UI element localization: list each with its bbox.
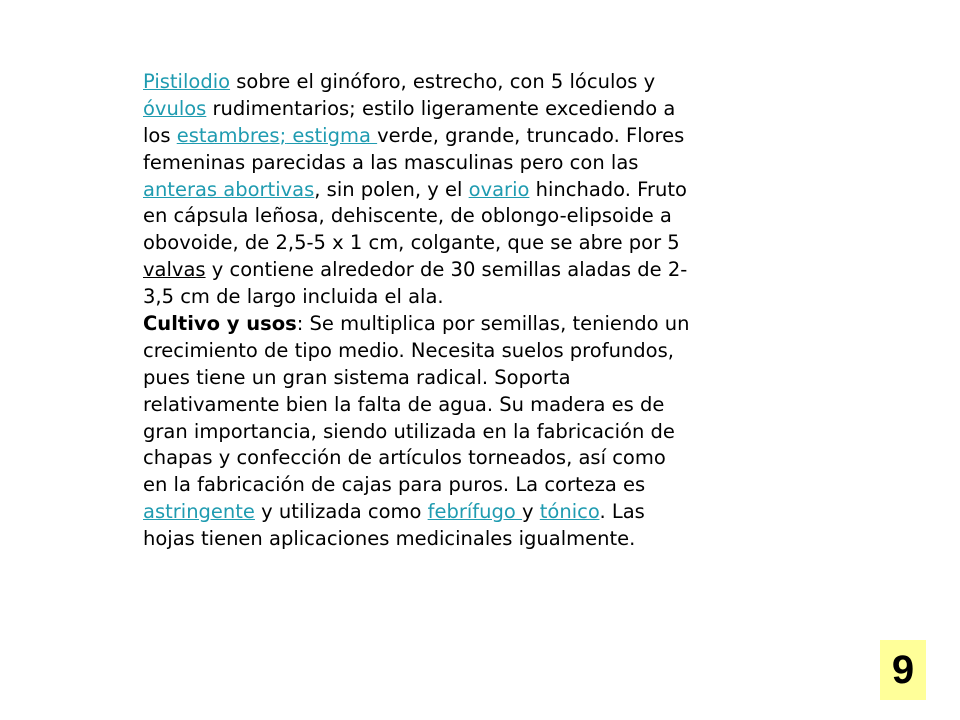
text-line [143, 230, 783, 257]
text-segment: hojas tienen aplicaciones medicinales igualmente. [143, 527, 636, 551]
text-line [143, 365, 783, 392]
glossary-link[interactable]: anteras abortivas [143, 177, 315, 201]
text-segment: , sin polen, y el [314, 177, 469, 201]
text-segment: relativamente bien la falta de agua. Su madera es de [143, 392, 665, 416]
text-line [143, 499, 783, 526]
text-segment: gran importancia, siendo utilizada en la fabricación de [143, 419, 675, 443]
text-segment: obovoide, de 2,5-5 x 1 cm, colgante, que se abre por 5 [143, 231, 680, 255]
glossary-link[interactable]: Pistilodio [143, 70, 231, 93]
text-segment: y utilizada como [254, 500, 428, 524]
glossary-link[interactable]: astringente [143, 500, 255, 524]
description-text-block [143, 69, 783, 553]
text-line [143, 69, 783, 96]
text-line [143, 257, 783, 284]
text-line [143, 123, 783, 150]
text-segment: y [522, 500, 540, 524]
text-line [143, 419, 783, 446]
text-segment: pues tiene un gran sistema radical. Soporta [143, 365, 571, 389]
text-segment: verde, grande, truncado. Flores [377, 123, 685, 147]
text-segment: en la fabricación de cajas para puros. La corteza es [143, 473, 646, 497]
text-segment: sobre el ginóforo, estrecho, con 5 lóculos y [230, 70, 656, 93]
text-line [143, 96, 783, 123]
glossary-link[interactable]: ovario [468, 177, 530, 201]
glossary-link[interactable]: ; [279, 123, 287, 147]
glossary-link[interactable]: óvulos [143, 96, 207, 120]
text-line [143, 445, 783, 472]
text-segment: 3,5 cm de largo incluida el ala. [143, 285, 444, 309]
text-line [143, 203, 783, 230]
text-segment: los [143, 123, 177, 147]
text-segment: : Se multiplica por semillas, teniendo un [296, 312, 690, 336]
text-line [143, 311, 783, 338]
text-line [143, 284, 783, 311]
text-line [143, 338, 783, 365]
text-segment: hinchado. Fruto [529, 177, 687, 201]
text-segment: en cápsula leñosa, dehiscente, de oblongo-elipsoide a [143, 204, 672, 228]
page-number: 9 [891, 647, 915, 692]
text-line [143, 392, 783, 419]
text-segment: rudimentarios; estilo ligeramente excediendo a [206, 96, 676, 120]
text-segment: femeninas parecidas a las masculinas pero con las [143, 150, 639, 174]
section-heading: Cultivo y usos [143, 312, 297, 336]
text-segment: chapas y confección de artículos torneados, así como [143, 446, 666, 470]
text-segment: . Las [599, 500, 645, 524]
underlined-term: valvas [143, 258, 206, 282]
glossary-link[interactable]: tónico [539, 500, 600, 524]
glossary-link[interactable]: estigma [286, 123, 378, 147]
glossary-link[interactable]: febrífugo [427, 500, 523, 524]
text-line [143, 177, 783, 204]
page-number-badge [880, 640, 926, 700]
text-line [143, 472, 783, 499]
text-line [143, 150, 783, 177]
glossary-link[interactable]: estambres [176, 123, 280, 147]
text-segment: y contiene alrededor de 30 semillas aladas de 2- [205, 258, 688, 282]
text-segment: crecimiento de tipo medio. Necesita suelos profundos, [143, 338, 674, 362]
text-line [143, 526, 783, 553]
